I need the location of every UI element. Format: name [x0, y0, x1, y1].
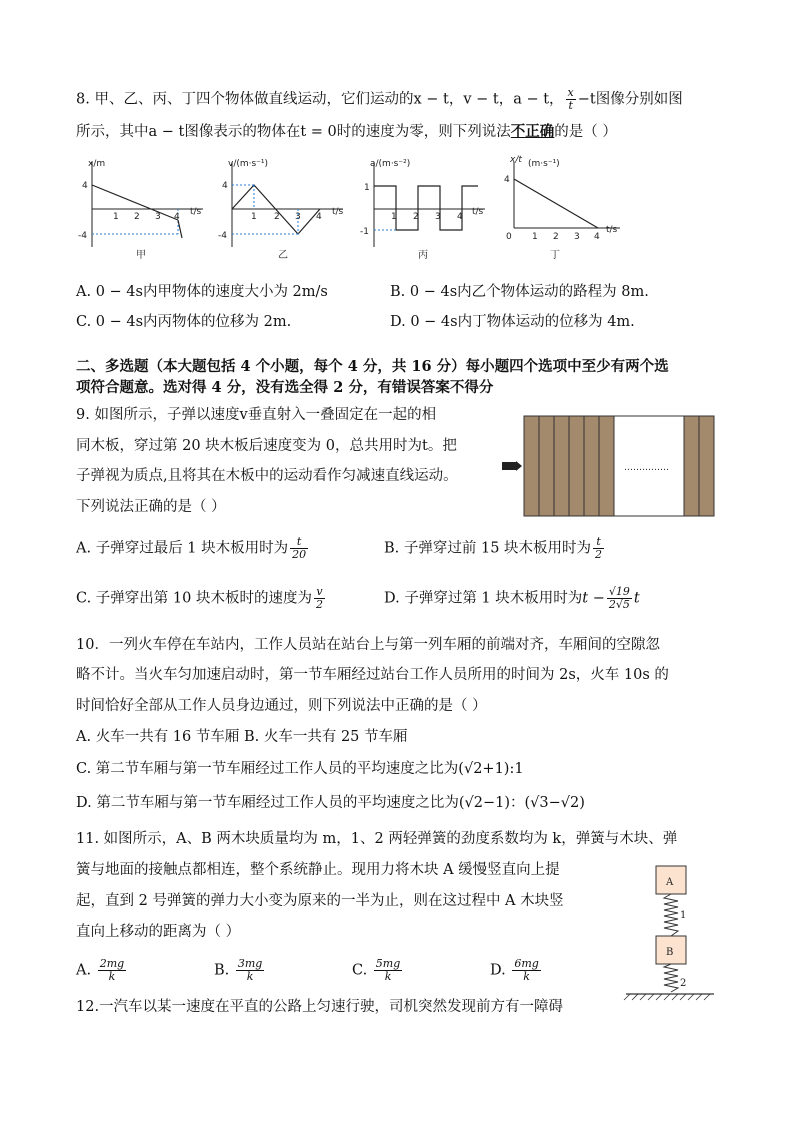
q9-option-a[interactable]: A. 子弹穿过最后 1 块木板用时为 $\frac{t}{20}$ [76, 535, 307, 561]
svg-text:丁: 丁 [550, 250, 560, 261]
svg-text:乙: 乙 [278, 250, 288, 261]
svg-text:2: 2 [553, 232, 559, 242]
svg-text:(m·s⁻¹): (m·s⁻¹) [528, 159, 560, 169]
svg-text:v/(m·s⁻¹): v/(m·s⁻¹) [228, 159, 269, 169]
svg-text:2: 2 [134, 212, 140, 222]
q10-line: 10．一列火车停在车站内，工作人员站在站台上与第一列车厢的前端对齐，车厢间的空隙忽 [76, 637, 660, 653]
q9-option-b[interactable]: B. 子弹穿过前 15 块木板用时为 $\frac{t}{2}$ [384, 535, 603, 561]
q8-option-c[interactable]: C. 0 − 4s内丙物体的位移为 2m. [76, 314, 292, 330]
svg-text:x/t: x/t [510, 155, 522, 165]
svg-text:1: 1 [113, 212, 119, 222]
graph-jia [78, 159, 203, 261]
spring-1-icon [664, 894, 678, 936]
svg-text:-4: -4 [78, 231, 87, 241]
q10-options-ab[interactable]: A. 火车一共有 16 节车厢 B. 火车一共有 25 节车厢 [76, 729, 408, 745]
svg-text:t/s: t/s [190, 207, 202, 217]
svg-text:1: 1 [364, 183, 370, 193]
q9-option-d[interactable]: D. 子弹穿过第 1 块木板用时为t − $\frac{√19}{2√5}$ t [384, 585, 640, 611]
svg-text:2: 2 [274, 212, 280, 222]
q8-line2: 所示，其中a − t图像表示的物体在t = 0时的速度为零，则下列说法不正确的是（ ） [76, 123, 617, 140]
q8-text: 8. 甲、乙、丙、丁四个物体做直线运动，它们运动的x − t，v − t，a − t， [76, 91, 564, 108]
svg-text:丙: 丙 [418, 250, 428, 261]
q10-line: 略不计。当火车匀加速启动时，第一节车厢经过站台工作人员所用的时间为 2s，火车 10s 的 [76, 667, 669, 683]
svg-text:-1: -1 [360, 227, 369, 237]
q12-line: 12.一汽车以某一速度在平直的公路上匀速行驶，司机突然发现前方有一障碍 [76, 999, 564, 1015]
q8-line1 [76, 87, 683, 112]
graph-jia-ylabel: x/m [88, 159, 106, 169]
q11-option-a[interactable]: A. $\frac{2mg}{k}$ [76, 957, 125, 983]
q11-line: 直向上移动的距离为（ ） [76, 924, 241, 940]
svg-text:t/s: t/s [606, 225, 618, 235]
graph-ding [504, 155, 620, 261]
svg-text:1: 1 [532, 232, 538, 242]
spring-2-icon [664, 964, 678, 992]
q9-line: 9. 如图所示，子弹以速度v垂直射入一叠固定在一起的相 [76, 407, 437, 423]
svg-text:3: 3 [155, 212, 161, 222]
q9-line: 同木板，穿过第 20 块木板后速度变为 0，总共用时为t。把 [76, 438, 457, 454]
q10-option-c[interactable]: C. 第二节车厢与第一节车厢经过工作人员的平均速度之比为(√2+1):1 [76, 761, 524, 777]
svg-text:a/(m·s⁻²): a/(m·s⁻²) [370, 159, 411, 169]
q11-option-d[interactable]: D. $\frac{6mg}{k}$ [490, 957, 539, 983]
graph-jia-caption: 甲 [136, 250, 146, 261]
svg-text:1: 1 [251, 212, 257, 222]
svg-text:3: 3 [435, 212, 441, 222]
q9-line: 下列说法正确的是（ ） [76, 499, 226, 515]
svg-text:2: 2 [680, 978, 687, 989]
bullet-icon [502, 462, 516, 470]
graph-yi [218, 159, 344, 261]
q8-option-a[interactable]: A. 0 − 4s内甲物体的速度大小为 2m/s [76, 284, 328, 300]
svg-text:0: 0 [506, 232, 512, 242]
q8-not-correct: 不正确 [510, 123, 555, 140]
section2-heading-line1: 二、多选题（本大题包括 4 个小题，每个 4 分，共 16 分）每小题四个选项中至少有两个选 [76, 358, 669, 375]
svg-text:4: 4 [82, 181, 88, 191]
svg-text:4: 4 [594, 232, 600, 242]
svg-text:A: A [666, 877, 674, 888]
section2-heading-line2: 项符合题意。选对得 4 分，没有选全得 2 分，有错误答案不得分 [76, 379, 494, 396]
svg-text:1: 1 [680, 910, 687, 921]
svg-text:4: 4 [174, 212, 180, 222]
q8-option-d[interactable]: D. 0 − 4s内丁物体运动的位移为 4m. [390, 314, 635, 330]
svg-text:4: 4 [316, 212, 322, 222]
svg-text:4: 4 [504, 175, 510, 185]
q10-option-d[interactable]: D. 第二节车厢与第一节车厢经过工作人员的平均速度之比为(√2−1)：(√3−√2) [76, 795, 585, 811]
svg-text:t/s: t/s [472, 207, 484, 217]
svg-text:-4: -4 [218, 231, 227, 241]
svg-text:1: 1 [391, 212, 397, 222]
q11-option-c[interactable]: C. $\frac{5mg}{k}$ [352, 957, 401, 983]
svg-text:4: 4 [457, 212, 463, 222]
svg-text:2: 2 [413, 212, 419, 222]
q11-line: 簧与地面的接触点都相连，整个系统静止。现用力将木块 A 缓慢竖直向上提 [76, 862, 560, 878]
q8-graphs [78, 152, 638, 270]
q9-wood-boards-figure [500, 414, 716, 518]
graph-bing [360, 159, 485, 261]
q8-option-b[interactable]: B. 0 − 4s内乙个物体运动的路程为 8m. [390, 284, 649, 300]
svg-text:3: 3 [574, 232, 580, 242]
svg-text:t/s: t/s [332, 207, 344, 217]
svg-text:B: B [666, 947, 674, 958]
q11-line: 11. 如图所示，A、B 两木块质量均为 m，1、2 两轻弹簧的劲度系数均为 k，弹簧与木块、弹 [76, 831, 678, 847]
q9-option-c[interactable]: C. 子弹穿出第 10 块木板时的速度为 $\frac{v}{2}$ [76, 585, 323, 611]
q10-line: 时间恰好全部从工作人员身边通过，则下列说法中正确的是（ ） [76, 698, 487, 714]
q8-text-end: −t图像分别如图 [577, 91, 683, 108]
svg-text:4: 4 [222, 181, 228, 191]
q11-line: 起，直到 2 号弹簧的弹力大小变为原来的一半为止，则在这过程中 A 木块竖 [76, 893, 564, 909]
q9-dots: …………… [624, 463, 669, 473]
q8-fraction: $\frac{x}{t}$ [567, 86, 574, 112]
q11-option-b[interactable]: B. $\frac{3mg}{k}$ [214, 957, 263, 983]
q11-spring-figure [622, 862, 722, 1012]
q9-line: 子弹视为质点,且将其在木板中的运动看作匀减速直线运动。 [76, 468, 458, 484]
svg-text:3: 3 [295, 212, 301, 222]
